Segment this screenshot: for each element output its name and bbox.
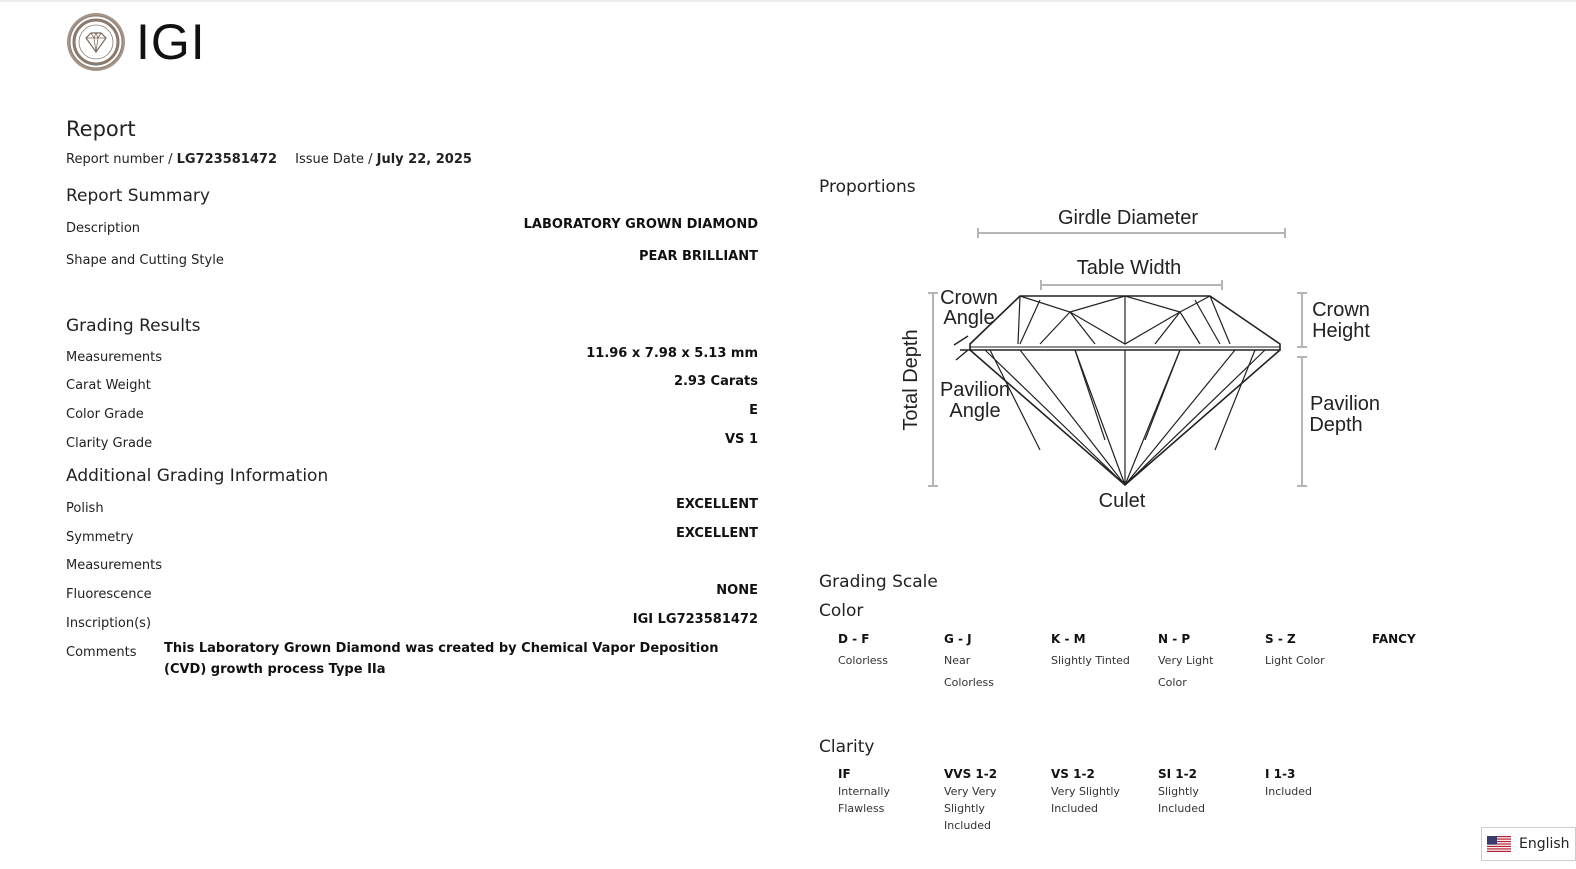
polish-value: EXCELLENT xyxy=(675,497,758,512)
inscription-value: IGI LG723581472 xyxy=(632,612,758,627)
description-value: LABORATORY GROWN DIAMOND xyxy=(523,217,758,232)
brand-name: IGI xyxy=(136,14,206,70)
color-scale-desc: Light Color xyxy=(1265,654,1325,667)
issue-date: July 22, 2025 xyxy=(376,152,472,167)
page-title: Report xyxy=(66,117,136,141)
total-depth-label: Total Depth xyxy=(900,329,922,431)
proportions-title: Proportions xyxy=(819,177,916,197)
language-label: English xyxy=(1519,836,1570,852)
report-summary-title: Report Summary xyxy=(66,186,210,206)
clarity-scale-grade: I 1-3 xyxy=(1265,767,1296,781)
pavilion-angle-label-1: Pavilion xyxy=(939,379,1011,401)
shape-label: Shape and Cutting Style xyxy=(66,253,224,268)
proportions-diagram xyxy=(890,200,1400,520)
color-scale-desc: Very Light Color xyxy=(1158,654,1214,689)
clarity-scale-grade: VVS 1-2 xyxy=(944,767,998,781)
fluorescence-label: Fluorescence xyxy=(66,587,152,602)
color-scale-desc: Near Colorless xyxy=(944,654,995,689)
girdle-diameter-label: Girdle Diameter xyxy=(1057,207,1199,229)
crown-height-label-1: Crown xyxy=(1312,299,1370,321)
top-divider xyxy=(0,0,1576,2)
clarity-scale-grade: SI 1-2 xyxy=(1158,767,1197,781)
crown-angle-label-1: Crown xyxy=(940,287,998,309)
report-meta xyxy=(66,152,472,167)
clarity-grade-value: VS 1 xyxy=(725,432,758,447)
shape-value: PEAR BRILLIANT xyxy=(639,249,758,264)
clarity-scale-grade: VS 1-2 xyxy=(1051,767,1095,781)
pavilion-depth-label-1: Pavilion xyxy=(1309,393,1381,415)
grading-scale-title: Grading Scale xyxy=(819,572,938,592)
culet-label: Culet xyxy=(1098,490,1146,512)
measurements-value: 11.96 x 7.98 x 5.13 mm xyxy=(586,346,758,361)
clarity-scale-desc: Slightly Included xyxy=(1158,785,1206,815)
comments-label: Comments xyxy=(66,645,137,660)
clarity-scale-grade: IF xyxy=(838,767,851,781)
color-scale-desc: Colorless xyxy=(838,654,889,667)
igi-logo[interactable] xyxy=(66,12,206,72)
color-scale-grade: D - F xyxy=(838,632,870,646)
crown-height-label-2: Height xyxy=(1312,320,1370,342)
color-scale-grade: G - J xyxy=(944,632,972,646)
polish-label: Polish xyxy=(66,501,104,516)
additional-info-title: Additional Grading Information xyxy=(66,466,329,486)
us-flag-icon xyxy=(1487,836,1511,852)
clarity-scale-desc: Very Slightly Included xyxy=(1051,785,1120,815)
diamond-outline xyxy=(970,296,1280,485)
clarity-grade-label: Clarity Grade xyxy=(66,436,153,451)
symmetry-label: Symmetry xyxy=(66,530,134,545)
description-label: Description xyxy=(66,221,141,236)
clarity-scale-title: Clarity xyxy=(819,737,875,757)
additional-measurements-label: Measurements xyxy=(66,558,163,573)
report-number: LG723581472 xyxy=(176,152,277,167)
color-scale-desc: Slightly Tinted xyxy=(1051,654,1130,667)
fluorescence-value: NONE xyxy=(716,583,758,598)
comments-value: This Laboratory Grown Diamond was created by Chemical Vapor Deposition (CVD) growth process Type IIa xyxy=(164,641,719,677)
pavilion-angle-label-2: Angle xyxy=(949,400,1001,422)
color-grade-value: E xyxy=(749,403,758,418)
color-scale-grade: N - P xyxy=(1158,632,1191,646)
table-width-label: Table Width xyxy=(1076,257,1182,279)
crown-angle-label-2: Angle xyxy=(943,307,995,329)
clarity-scale-desc: Internally Flawless xyxy=(838,785,890,815)
color-scale-grade: FANCY xyxy=(1372,632,1416,646)
clarity-scale-desc: Included xyxy=(1265,785,1313,798)
inscription-label: Inscription(s) xyxy=(66,616,152,631)
language-selector[interactable] xyxy=(1481,827,1576,861)
clarity-scale-desc: Very Very Slightly Included xyxy=(944,785,997,832)
igi-seal-icon xyxy=(66,12,126,72)
color-scale-grade: S - Z xyxy=(1265,632,1296,646)
carat-weight-label: Carat Weight xyxy=(66,378,151,393)
pavilion-depth-label-2: Depth xyxy=(1309,414,1363,436)
color-grade-label: Color Grade xyxy=(66,407,144,422)
report-number-label: Report number / xyxy=(66,152,173,167)
grading-results-title: Grading Results xyxy=(66,316,201,336)
carat-weight-value: 2.93 Carats xyxy=(673,374,758,389)
issue-date-label: Issue Date / xyxy=(295,152,373,167)
measurements-label: Measurements xyxy=(66,350,163,365)
color-scale-title: Color xyxy=(819,601,864,621)
color-scale-grade: K - M xyxy=(1051,632,1086,646)
symmetry-value: EXCELLENT xyxy=(675,526,758,541)
